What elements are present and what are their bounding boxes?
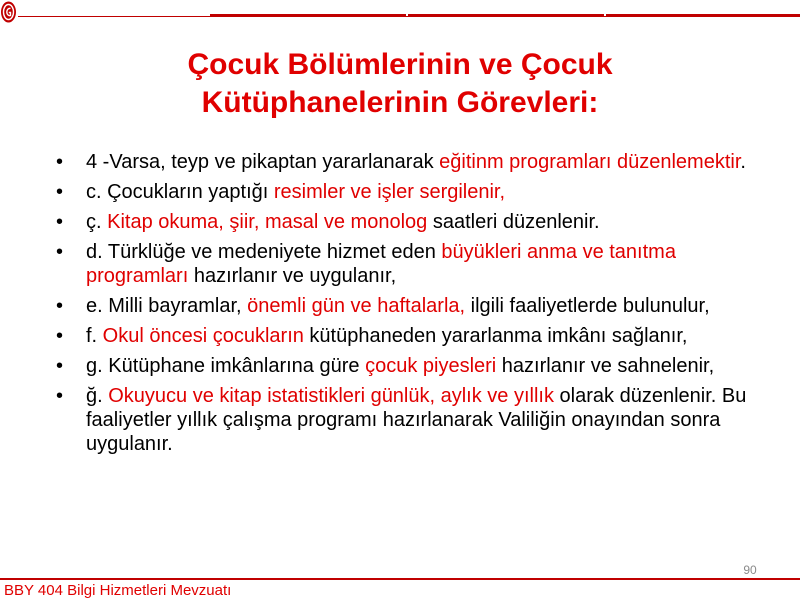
bullet-dot-icon: • — [56, 355, 64, 377]
bullet-dot-icon: • — [56, 295, 64, 317]
footer-rule — [0, 578, 800, 580]
bullet-text: d. Türklüğe ve medeniyete hizmet eden — [86, 241, 442, 263]
bullet-text: . — [740, 151, 746, 173]
bullet-item — [52, 294, 764, 318]
bullet-dot-icon: • — [56, 325, 64, 347]
bullet-highlight-text: Okuyucu ve kitap istatistikleri günlük, aylık ve yıllık — [108, 385, 554, 407]
bullet-text: f. — [86, 325, 103, 347]
bullet-text: ilgili faaliyetlerde bulunulur, — [465, 295, 710, 317]
bullet-list — [52, 150, 764, 462]
slide-title-line-2: Kütüphanelerinin Görevleri: — [201, 86, 599, 119]
bullet-text: c. Çocukların yaptığı — [86, 181, 274, 203]
bullet-text: e. Milli bayramlar, — [86, 295, 248, 317]
bullet-highlight-text: çocuk piyesleri — [365, 355, 497, 377]
header-rule-segment — [210, 14, 406, 17]
bullet-text: g. Kütüphane imkânlarına güre — [86, 355, 366, 377]
header-rule-segment — [408, 14, 604, 17]
bullet-dot-icon: • — [56, 181, 64, 203]
university-seal-icon — [0, 0, 17, 24]
bullet-dot-icon: • — [56, 211, 64, 233]
bullet-highlight-text: eğitinm programları düzenlemektir — [439, 151, 741, 173]
bullet-highlight-text: büyükleri anma ve tanıtma programları — [86, 241, 676, 287]
bullet-dot-icon: • — [56, 151, 64, 173]
bullet-item — [52, 240, 764, 288]
bullet-text: ğ. — [86, 385, 109, 407]
bullet-text: hazırlanır ve uygulanır, — [188, 265, 397, 287]
bullet-item — [52, 150, 764, 174]
bullet-item — [52, 354, 764, 378]
bullet-highlight-text: Okul öncesi çocukların — [102, 325, 304, 347]
bullet-item — [52, 180, 764, 204]
bullet-text: 4 -Varsa, teyp ve pikaptan yararlanarak — [86, 151, 440, 173]
bullet-text: ç. — [86, 211, 108, 233]
bullet-item — [52, 384, 764, 456]
bullet-text: olarak düzenlenir. Bu faaliyetler yıllık çalışma programı hazırlanarak Valiliğin onayından sonra uygulanır. — [86, 385, 747, 455]
bullet-text: hazırlanır ve sahnelenir, — [496, 355, 715, 377]
bullet-highlight-text: Kitap okuma, şiir, masal ve monolog — [107, 211, 428, 233]
bullet-item — [52, 324, 764, 348]
bullet-highlight-text: resimler ve işler sergilenir, — [273, 181, 506, 203]
page-number: 90 — [743, 563, 757, 577]
slide-title — [0, 46, 800, 122]
bullet-dot-icon: • — [56, 385, 64, 407]
bullet-item — [52, 210, 764, 234]
bullet-highlight-text: önemli gün ve haftalarla, — [247, 295, 466, 317]
footer-course-title: BBY 404 Bilgi Hizmetleri Mevzuatı — [4, 582, 232, 599]
bullet-text: kütüphaneden yararlanma imkânı sağlanır, — [303, 325, 688, 347]
bullet-text: saatleri düzenlenir. — [427, 211, 600, 233]
bullet-dot-icon: • — [56, 241, 64, 263]
header-rule-segment — [606, 14, 800, 17]
slide-title-line-1: Çocuk Bölümlerinin ve Çocuk — [187, 48, 613, 81]
